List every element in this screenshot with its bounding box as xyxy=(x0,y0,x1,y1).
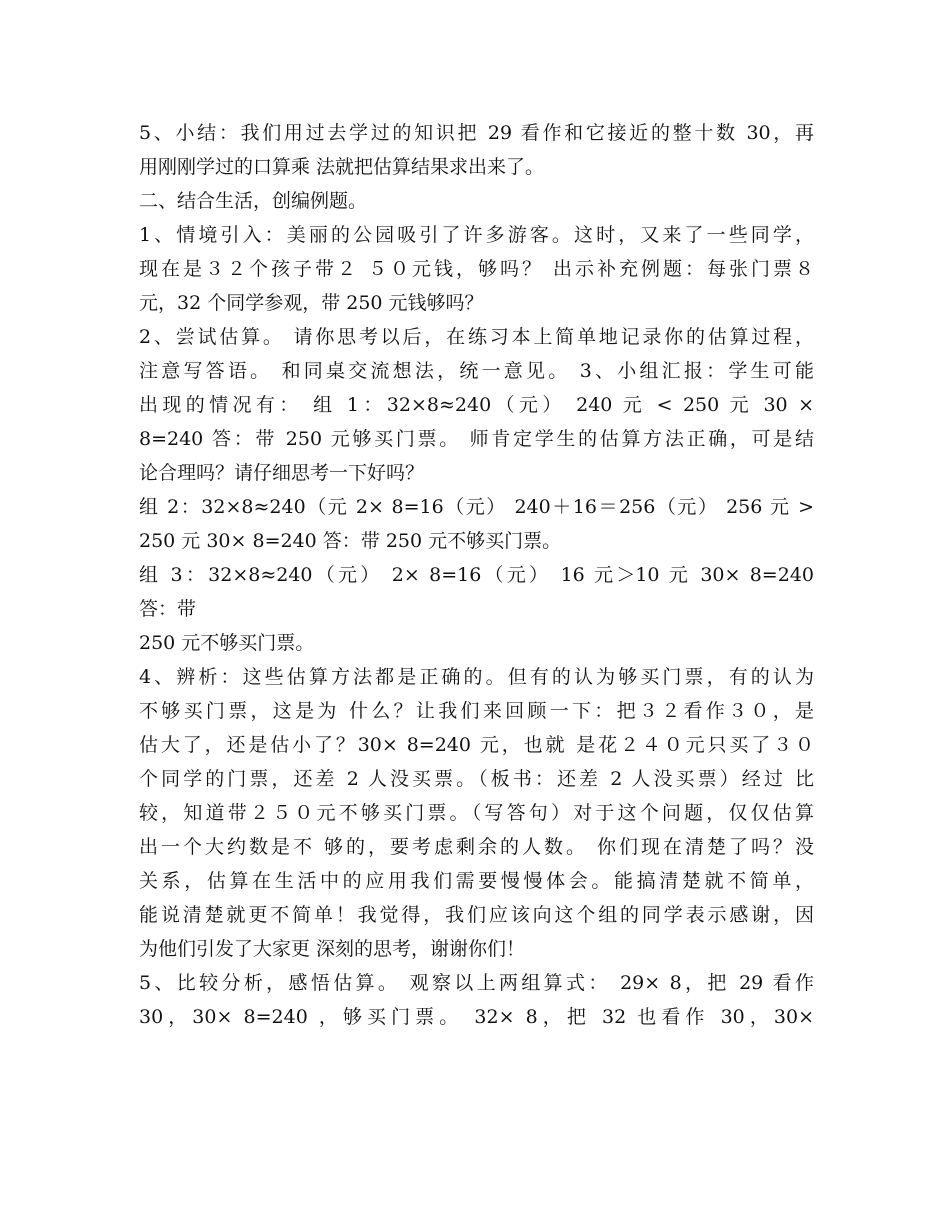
text-line: 估大了，还是估小了？30× 8=240 元，也就 是花２４０元只买了３０ xyxy=(139,734,814,756)
document-body xyxy=(139,116,814,1034)
text-line: 4、辨析：这些估算方法都是正确的。但有的认为够买门票，有的认为 xyxy=(139,666,814,688)
text-line: 250 元 30× 8=240 答：带 250 元不够买门票。 xyxy=(139,530,562,552)
text-line: 现在是３２个孩子带２ ５０元钱，够吗？ 出示补充例题：每张门票８ xyxy=(139,258,814,280)
text-line: 组 2：32×8≈240（元 2× 8=16（元） 240＋16＝256（元） 256 元 > xyxy=(139,496,814,518)
text-line: 能说清楚就更不简单！我觉得，我们应该向这个组的同学表示感谢，因 xyxy=(139,904,814,926)
text-line: 注意写答语。 和同桌交流想法，统一意见。 3、小组汇报：学生可能 xyxy=(139,360,814,382)
text-line: 组 3：32×8≈240（元） 2× 8=16（元） 16 元＞10 元 30× 8=240 xyxy=(139,564,814,586)
text-line: 30，30× 8=240 ，够买门票。 32× 8，把 32 也看作 30，30× xyxy=(139,1006,814,1028)
text-line: 250 元不够买门票。 xyxy=(139,632,315,654)
text-line: 不够买门票，这是为 什么？让我们来回顾一下：把３２看作３０，是 xyxy=(139,700,814,722)
text-line: 二、结合生活，创编例题。 xyxy=(139,190,368,212)
text-line: 元，32 个同学参观，带 250 元钱够吗？ xyxy=(139,292,484,314)
text-line: 1、情境引入：美丽的公园吸引了许多游客。这时，又来了一些同学， xyxy=(139,224,814,246)
text-line: 出现的情况有： 组 1：32×8≈240（元） 240 元 < 250 元 30 × xyxy=(139,394,814,416)
text-line: 关系，估算在生活中的应用我们需要慢慢体会。能搞清楚就不简单， xyxy=(139,870,814,892)
text-line: 8=240 答：带 250 元够买门票。 师肯定学生的估算方法正确，可是结 xyxy=(139,428,814,450)
text-line: 较，知道带２５０元不够买门票。（写答句）对于这个问题，仅仅估算 xyxy=(139,802,814,824)
text-line: 2、尝试估算。 请你思考以后，在练习本上简单地记录你的估算过程， xyxy=(139,326,814,348)
text-line: 出一个大约数是不 够的，要考虑剩余的人数。 你们现在清楚了吗？没 xyxy=(139,836,814,858)
text-line: 论合理吗？请仔细思考一下好吗？ xyxy=(139,462,425,484)
text-line: 5、比较分析，感悟估算。 观察以上两组算式： 29× 8，把 29 看作 xyxy=(139,972,814,994)
text-line: 5、小结：我们用过去学过的知识把 29 看作和它接近的整十数 30，再 xyxy=(139,122,814,144)
text-line: 为他们引发了大家更 深刻的思考，谢谢你们！ xyxy=(139,938,526,960)
text-line: 个同学的门票，还差 2 人没买票。（板书：还差 2 人没买票）经过 比 xyxy=(139,768,814,790)
text-line: 用刚刚学过的口算乘 法就把估算结果求出来了。 xyxy=(139,156,545,178)
text-line: 答：带 xyxy=(139,598,197,620)
